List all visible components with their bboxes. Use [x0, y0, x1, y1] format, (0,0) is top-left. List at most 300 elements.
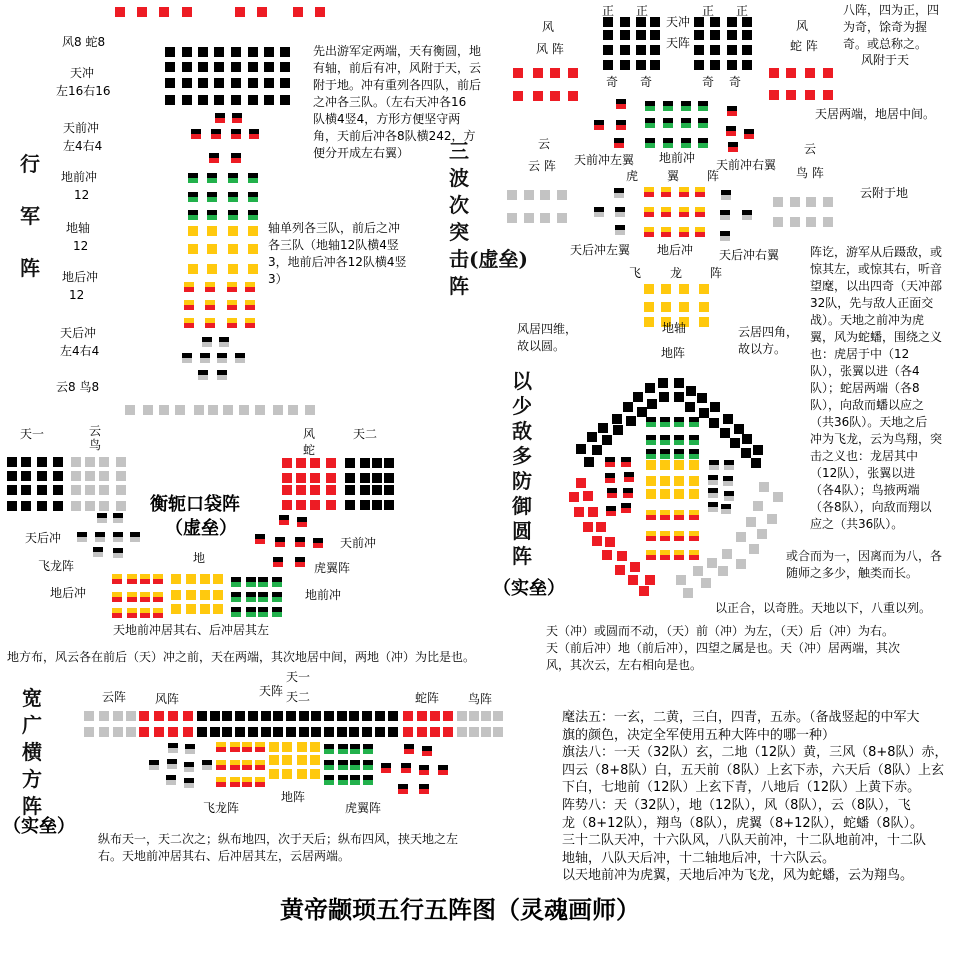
unit-square	[305, 405, 315, 415]
unit-square	[646, 550, 656, 560]
unit-square	[242, 742, 252, 752]
unit-square	[186, 604, 196, 614]
unit-square	[149, 760, 159, 770]
unit-square	[481, 727, 491, 737]
unit-square	[645, 383, 655, 393]
label: 地前冲	[61, 170, 98, 184]
unit-square-cap	[689, 449, 699, 454]
unit-square	[171, 590, 181, 600]
unit-square	[231, 607, 241, 617]
unit-square	[293, 7, 303, 17]
text-line: 翼，风为蛇蟠，围绕之义	[810, 330, 943, 344]
unit-square	[272, 607, 282, 617]
unit-square	[299, 711, 309, 721]
unit-square	[698, 101, 708, 111]
unit-square	[727, 60, 737, 70]
unit-square	[661, 187, 671, 197]
unit-square	[311, 727, 321, 737]
unit-square-cap	[679, 227, 689, 232]
unit-square	[280, 95, 290, 105]
unit-square	[184, 282, 194, 292]
unit-square	[137, 7, 147, 17]
unit-square	[689, 460, 699, 470]
label: 翼	[667, 169, 680, 183]
unit-square	[345, 500, 355, 510]
unit-square	[637, 407, 647, 417]
label: 天前冲	[340, 536, 377, 550]
unit-square	[112, 608, 122, 618]
label: 蛇阵	[415, 691, 440, 705]
unit-square	[773, 217, 783, 227]
unit-square-cap	[660, 550, 670, 555]
unit-square	[249, 129, 259, 139]
unit-square-cap	[674, 550, 684, 555]
unit-square	[674, 550, 684, 560]
unit-square-cap	[646, 449, 656, 454]
text-line: 横	[22, 740, 42, 764]
unit-square	[231, 95, 241, 105]
unit-square-cap	[615, 225, 625, 230]
unit-square	[689, 489, 699, 499]
unit-square	[674, 460, 684, 470]
unit-square	[644, 207, 654, 217]
unit-square-cap	[401, 763, 411, 768]
unit-square	[679, 207, 689, 217]
unit-square-cap	[113, 513, 123, 518]
unit-square	[116, 501, 126, 511]
unit-square	[227, 300, 237, 310]
unit-square	[417, 711, 427, 721]
unit-square	[99, 485, 109, 495]
unit-square	[727, 30, 737, 40]
unit-square	[646, 449, 656, 459]
unit-square	[282, 473, 292, 483]
unit-square-cap	[724, 460, 734, 465]
unit-square-cap	[228, 173, 238, 178]
unit-square-cap	[255, 742, 265, 747]
unit-square	[53, 471, 63, 481]
unit-square-cap	[191, 129, 201, 134]
unit-square	[661, 302, 671, 312]
text-line: （共36队）。天地之后	[810, 415, 928, 429]
unit-square	[689, 449, 699, 459]
label-zheng: 正	[736, 4, 749, 18]
unit-square	[699, 317, 709, 327]
unit-square	[721, 504, 731, 514]
unit-square	[744, 129, 754, 139]
unit-square	[698, 118, 708, 128]
unit-square-cap	[661, 227, 671, 232]
unit-square	[37, 457, 47, 467]
unit-square	[617, 551, 627, 561]
unit-square-cap	[350, 744, 360, 749]
unit-square	[21, 457, 31, 467]
unit-square	[273, 405, 283, 415]
unit-square	[215, 113, 225, 123]
unit-square	[674, 449, 684, 459]
unit-square-cap	[660, 417, 670, 422]
unit-square-cap	[689, 417, 699, 422]
unit-square	[646, 489, 656, 499]
label: 天后冲右翼	[719, 248, 780, 262]
unit-square-cap	[232, 113, 242, 118]
unit-square	[186, 574, 196, 584]
unit-square	[127, 574, 137, 584]
text-line: 先出游军定两端，天有衡圆，地	[313, 44, 482, 58]
unit-square-cap	[350, 760, 360, 765]
unit-square	[644, 227, 654, 237]
unit-square	[674, 489, 684, 499]
text-line: 3，地前后冲各12队横4竖	[268, 255, 407, 269]
unit-square	[99, 471, 109, 481]
label: 天前冲	[63, 121, 100, 135]
label: 左16右16	[56, 84, 111, 98]
unit-square	[823, 197, 833, 207]
unit-square	[481, 711, 491, 721]
unit-square	[200, 590, 210, 600]
text-line: 敌	[512, 419, 532, 443]
unit-square	[227, 318, 237, 328]
unit-square	[85, 501, 95, 511]
unit-square	[650, 17, 660, 27]
unit-square	[125, 405, 135, 415]
legend-note	[562, 709, 948, 885]
wide-subtitle: （实垒）	[3, 816, 75, 837]
unit-square-cap	[127, 574, 137, 579]
unit-square	[679, 302, 689, 312]
unit-square-cap	[258, 592, 268, 597]
unit-square	[214, 95, 224, 105]
unit-square-cap	[660, 531, 670, 536]
unit-square	[282, 485, 292, 495]
unit-square	[214, 78, 224, 88]
unit-square	[207, 173, 217, 183]
unit-square	[230, 760, 240, 770]
unit-square	[296, 473, 306, 483]
unit-square	[84, 727, 94, 737]
unit-square	[165, 62, 175, 72]
unit-square	[167, 759, 177, 769]
unit-square	[742, 60, 752, 70]
unit-square	[746, 517, 756, 527]
label: 虎	[626, 169, 639, 183]
unit-square	[381, 763, 391, 773]
unit-square-cap	[363, 760, 373, 765]
unit-square-cap	[211, 129, 221, 134]
unit-square	[660, 460, 670, 470]
unit-square	[198, 95, 208, 105]
unit-square	[698, 138, 708, 148]
unit-square	[587, 432, 597, 442]
unit-square-cap	[153, 608, 163, 613]
unit-square-cap	[216, 742, 226, 747]
unit-square-cap	[219, 337, 229, 342]
label: 天后冲	[25, 531, 62, 545]
unit-square-cap	[698, 138, 708, 143]
label: 天后冲左翼	[570, 243, 631, 257]
unit-square	[197, 727, 207, 737]
unit-square	[742, 30, 752, 40]
unit-square	[235, 353, 245, 363]
unit-square	[242, 760, 252, 770]
label: 地阵	[661, 346, 686, 360]
unit-square	[718, 566, 728, 576]
unit-square	[231, 592, 241, 602]
unit-square	[623, 488, 633, 498]
unit-square	[210, 711, 220, 721]
text-line: 队），张翼以进（各4	[810, 364, 920, 378]
unit-square-cap	[255, 777, 265, 782]
unit-square	[375, 711, 385, 721]
unit-square	[188, 210, 198, 220]
unit-square-cap	[215, 113, 225, 118]
unit-square	[153, 592, 163, 602]
text-line: 故以圆。	[517, 339, 566, 353]
yoke-subtitle: （虚垒）	[165, 518, 237, 539]
label: 阵	[707, 169, 720, 183]
text-line: 为奇，馀奇为握	[843, 20, 928, 34]
unit-square	[574, 507, 584, 517]
unit-square	[232, 113, 242, 123]
unit-square	[790, 217, 800, 227]
unit-square	[21, 501, 31, 511]
unit-square-cap	[594, 207, 604, 212]
unit-square	[175, 405, 185, 415]
label: 天阵	[666, 36, 691, 50]
unit-square	[806, 197, 816, 207]
unit-square	[533, 68, 543, 78]
unit-square	[248, 264, 258, 274]
unit-square-cap	[324, 775, 334, 780]
unit-square-cap	[231, 607, 241, 612]
unit-square	[360, 485, 370, 495]
unit-square-cap	[689, 531, 699, 536]
label: 天一	[20, 427, 45, 441]
unit-square	[310, 769, 320, 779]
unit-square	[71, 501, 81, 511]
unit-square	[245, 300, 255, 310]
unit-square	[646, 460, 656, 470]
text-line: 32队，先与敌人正面交	[810, 296, 934, 310]
unit-square-cap	[77, 532, 87, 537]
unit-square	[200, 353, 210, 363]
unit-square-cap	[249, 129, 259, 134]
unit-square	[636, 30, 646, 40]
unit-square-cap	[419, 784, 429, 789]
unit-square	[602, 550, 612, 560]
label: 12	[69, 288, 85, 302]
label-qi: 奇	[640, 75, 653, 89]
unit-square	[297, 755, 307, 765]
label-zheng: 正	[636, 4, 649, 18]
unit-square	[388, 727, 398, 737]
unit-square-cap	[230, 777, 240, 782]
unit-square	[116, 457, 126, 467]
unit-square	[568, 91, 578, 101]
unit-square	[806, 217, 816, 227]
unit-square-cap	[231, 577, 241, 582]
unit-square	[674, 378, 684, 388]
unit-square	[694, 30, 704, 40]
wave-note	[843, 2, 939, 53]
unit-square	[645, 118, 655, 128]
unit-square-cap	[245, 300, 255, 305]
unit-square-cap	[438, 765, 448, 770]
unit-square	[693, 566, 703, 576]
unit-square	[697, 393, 707, 403]
unit-square	[550, 91, 560, 101]
text-line: 波	[449, 166, 469, 190]
label: 风附于天	[861, 53, 910, 67]
unit-square	[594, 207, 604, 217]
unit-square-cap	[674, 417, 684, 422]
unit-square	[805, 90, 815, 100]
unit-square	[228, 210, 238, 220]
unit-square	[605, 473, 615, 483]
text-line: 以	[512, 369, 532, 393]
unit-square	[674, 435, 684, 445]
unit-square	[205, 282, 215, 292]
unit-square	[363, 760, 373, 770]
text-line: 阵	[449, 274, 469, 298]
unit-square-cap	[127, 608, 137, 613]
label: 鸟 阵	[796, 166, 824, 180]
unit-square	[722, 549, 732, 559]
unit-square	[282, 500, 292, 510]
text-line: 旗的颜色，决定全军使用五种大阵中的哪一种）	[562, 727, 836, 743]
unit-square	[168, 743, 178, 753]
unit-square	[216, 742, 226, 752]
unit-square	[753, 445, 763, 455]
unit-square	[310, 755, 320, 765]
unit-square-cap	[231, 129, 241, 134]
unit-square	[362, 727, 372, 737]
unit-square	[615, 565, 625, 575]
unit-square	[245, 318, 255, 328]
circle-subtitle: （实垒）	[493, 578, 565, 599]
unit-square	[375, 727, 385, 737]
unit-square-cap	[184, 282, 194, 287]
unit-square	[513, 91, 523, 101]
unit-square	[231, 47, 241, 57]
unit-square	[205, 318, 215, 328]
unit-square	[97, 513, 107, 523]
unit-square-cap	[245, 318, 255, 323]
unit-square	[598, 423, 608, 433]
unit-square-cap	[184, 762, 194, 767]
unit-square	[235, 7, 245, 17]
unit-square	[273, 727, 283, 737]
unit-square-cap	[272, 592, 282, 597]
unit-square	[310, 500, 320, 510]
unit-square	[621, 457, 631, 467]
label: 云 阵	[528, 159, 556, 173]
label: 左4右4	[60, 344, 100, 358]
unit-square-cap	[695, 187, 705, 192]
unit-square	[769, 90, 779, 100]
unit-square	[112, 592, 122, 602]
unit-square	[116, 471, 126, 481]
label: 地轴	[66, 221, 91, 235]
label: 飞龙阵	[38, 559, 75, 573]
unit-square	[279, 515, 289, 525]
label-qi: 奇	[702, 75, 715, 89]
unit-square-cap	[689, 510, 699, 515]
unit-square	[372, 500, 382, 510]
unit-square	[188, 192, 198, 202]
label: 云8 鸟8	[56, 380, 100, 394]
unit-square	[205, 300, 215, 310]
label-zheng: 正	[702, 4, 715, 18]
unit-square-cap	[324, 760, 334, 765]
unit-square	[646, 476, 656, 486]
text-line: 战）。天地之前冲为虎	[810, 313, 925, 327]
text-line: 轴单列各三队，前后之冲	[268, 221, 401, 235]
unit-square	[165, 78, 175, 88]
label-zheng: 正	[602, 4, 615, 18]
unit-square	[113, 711, 123, 721]
label: 地阵	[281, 790, 306, 804]
unit-square-cap	[97, 513, 107, 518]
unit-square-cap	[698, 101, 708, 106]
unit-square-cap	[695, 207, 705, 212]
unit-square	[130, 532, 140, 542]
unit-square	[311, 711, 321, 721]
unit-square	[248, 226, 258, 236]
unit-square	[710, 17, 720, 27]
label: 风	[796, 19, 809, 33]
unit-square-cap	[93, 547, 103, 552]
text-line: 角，天前后冲各8队横242，方	[313, 129, 476, 143]
unit-square	[720, 428, 730, 438]
unit-square-cap	[660, 435, 670, 440]
unit-square-cap	[744, 129, 754, 134]
unit-square	[685, 402, 695, 412]
unit-square	[647, 399, 657, 409]
unit-square	[660, 417, 670, 427]
text-line: 天（前后冲）地（前后冲），四望之属是也。天（冲）居两端，其次	[546, 641, 901, 655]
unit-square	[417, 727, 427, 737]
text-line: 应之（共36队）。	[810, 517, 904, 531]
unit-square	[438, 765, 448, 775]
unit-square-cap	[720, 231, 730, 236]
unit-square	[194, 405, 204, 415]
unit-square	[71, 457, 81, 467]
unit-square	[216, 760, 226, 770]
unit-square	[153, 608, 163, 618]
unit-square-cap	[248, 210, 258, 215]
unit-square	[742, 17, 752, 27]
unit-square	[184, 300, 194, 310]
unit-square	[37, 501, 47, 511]
unit-square	[823, 68, 833, 78]
unit-square	[337, 727, 347, 737]
text-line: 天（冲）或圆而不动，（天）前（冲）为左，（天）后（冲）为右。	[546, 624, 895, 638]
unit-square	[430, 711, 440, 721]
unit-square	[258, 607, 268, 617]
unit-square	[264, 47, 274, 57]
unit-square	[650, 45, 660, 55]
unit-square	[248, 95, 258, 105]
unit-square-cap	[681, 138, 691, 143]
unit-square-cap	[207, 192, 217, 197]
unit-square	[255, 742, 265, 752]
text-line: 阵势八：天（32队），地（12队），风（8队），云（8队），飞	[562, 797, 911, 813]
unit-square-cap	[217, 370, 227, 375]
unit-square	[280, 47, 290, 57]
unit-square	[326, 473, 336, 483]
unit-square	[154, 711, 164, 721]
